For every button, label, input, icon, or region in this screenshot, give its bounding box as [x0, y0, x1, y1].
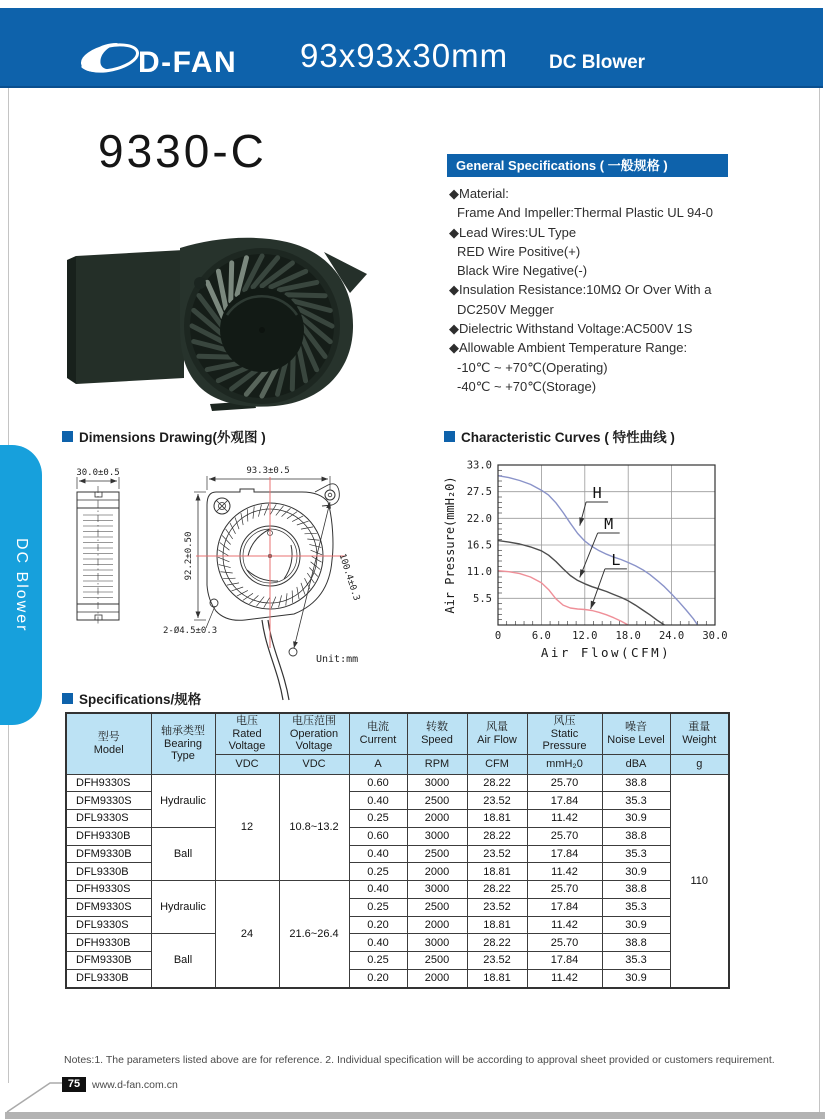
spec-cell: 2500 — [407, 952, 467, 970]
svg-text:18.0: 18.0 — [615, 630, 641, 642]
hub-center — [259, 327, 265, 333]
spec-list-item: ◆Allowable Ambient Temperature Range: — [449, 340, 688, 356]
spec-cell: DFL9330B — [66, 863, 151, 881]
unit-label: Unit:mm — [316, 654, 359, 665]
column-header: 噪音 Noise Level — [602, 713, 670, 754]
spec-cell: 25.70 — [527, 934, 602, 952]
column-header: 电压 Rated Voltage — [215, 713, 279, 754]
specifications-table-header — [66, 713, 729, 774]
spec-list-item: DC250V Megger — [457, 301, 554, 317]
unit-header: mmH₂0 — [527, 754, 602, 774]
unit-header: dBA — [602, 754, 670, 774]
spec-cell: 3000 — [407, 881, 467, 899]
characteristic-curves-chart — [440, 448, 825, 683]
general-specs-list — [449, 184, 821, 396]
spec-cell: 18.81 — [467, 863, 527, 881]
svg-text:16.5: 16.5 — [466, 539, 492, 552]
spec-cell: DFH9330B — [66, 934, 151, 952]
blower-backplate — [76, 250, 184, 384]
side-tab-dc-blower — [0, 445, 42, 725]
spec-cell: 0.40 — [349, 881, 407, 899]
product-photo — [62, 180, 414, 418]
unit-header: A — [349, 754, 407, 774]
spec-cell: 17.84 — [527, 792, 602, 810]
spec-list-item: RED Wire Positive(+) — [457, 243, 581, 259]
spec-cell: 18.81 — [467, 810, 527, 828]
spec-row — [66, 774, 729, 792]
column-header: 型号 Model — [66, 713, 151, 774]
model-title: 9330-C — [98, 125, 267, 177]
spec-cell: 38.8 — [602, 774, 670, 792]
screw-dot — [194, 277, 206, 289]
spec-cell: 10.8~13.2 — [279, 774, 349, 881]
spec-cell: 35.3 — [602, 792, 670, 810]
header-bar — [0, 8, 823, 88]
curve-label-H: H — [592, 483, 602, 502]
spec-cell: 35.3 — [602, 952, 670, 970]
spec-list-item: -40℃ ~ +70℃(Storage) — [457, 378, 597, 394]
spec-cell: 30.9 — [602, 810, 670, 828]
spec-cell: 23.52 — [467, 792, 527, 810]
section-bullet-icon — [62, 431, 73, 442]
spec-cell: Hydraulic — [151, 774, 215, 827]
spec-list-item: ◆Material: — [449, 186, 509, 201]
spec-cell: 11.42 — [527, 863, 602, 881]
spec-cell: DFH9330S — [66, 881, 151, 899]
spec-cell: Ball — [151, 827, 215, 880]
product-size: 93x93x30mm — [300, 37, 509, 74]
spec-cell: 2500 — [407, 898, 467, 916]
dfan-logo-icon — [76, 34, 146, 82]
spec-cell: 17.84 — [527, 952, 602, 970]
column-header: 轴承类型 Bearing Type — [151, 713, 215, 774]
spec-list-item: -10℃ ~ +70℃(Operating) — [457, 359, 608, 375]
spec-cell: Hydraulic — [151, 881, 215, 934]
spec-cell: DFH9330S — [66, 774, 151, 792]
spec-cell: 25.70 — [527, 881, 602, 899]
spec-cell: 12 — [215, 774, 279, 881]
height-dimension-label: 92.2±0.50 — [184, 531, 194, 581]
spec-cell: 38.8 — [602, 827, 670, 845]
side-view — [77, 477, 119, 626]
column-header: 电压范围 Operation Voltage — [279, 713, 349, 754]
spec-cell: 2000 — [407, 810, 467, 828]
svg-text:5.5: 5.5 — [473, 592, 492, 605]
curve-M — [498, 541, 664, 625]
product-type: DC Blower — [549, 52, 646, 73]
table-title-text: Specifications/规格 — [79, 692, 202, 707]
page-bottom-strip — [5, 1112, 825, 1119]
svg-text:0: 0 — [494, 630, 502, 642]
spec-cell: 110 — [670, 774, 729, 988]
width-dimension-label: 93.3±0.5 — [246, 466, 290, 476]
spec-cell: 0.20 — [349, 916, 407, 934]
spec-cell: 30.9 — [602, 969, 670, 987]
column-header: 风压 Static Pressure — [527, 713, 602, 754]
brand-name: D-FAN — [138, 46, 238, 79]
unit-header: VDC — [279, 754, 349, 774]
spec-cell: 17.84 — [527, 898, 602, 916]
unit-header: CFM — [467, 754, 527, 774]
spec-cell: 18.81 — [467, 916, 527, 934]
spec-cell: 28.22 — [467, 934, 527, 952]
spec-cell: 28.22 — [467, 827, 527, 845]
front-view — [194, 476, 339, 700]
spec-cell: 17.84 — [527, 845, 602, 863]
side-view-louvers — [83, 515, 113, 598]
column-header: 风量 Air Flow — [467, 713, 527, 754]
spec-cell: 23.52 — [467, 952, 527, 970]
blower-backplate-edge — [67, 256, 76, 384]
diagonal-dimension-label: 100.4±0.3 — [336, 552, 362, 603]
chart-x-axis-label: Air Flow(CFM) — [540, 645, 672, 660]
chart-y-axis-label: Air Pressure(mmH₂0) — [443, 476, 457, 614]
spec-cell: 28.22 — [467, 881, 527, 899]
dimensions-section-title — [62, 426, 266, 446]
spec-cell: 2000 — [407, 916, 467, 934]
spec-cell: 21.6~26.4 — [279, 881, 349, 988]
spec-cell: 2000 — [407, 863, 467, 881]
column-header: 转数 Speed — [407, 713, 467, 754]
holes-dimension-label: 2-Ø4.5±0.3 — [163, 626, 218, 636]
curve-label-L: L — [611, 550, 621, 569]
svg-text:22.0: 22.0 — [466, 512, 492, 525]
svg-text:24.0: 24.0 — [658, 630, 685, 642]
spec-cell: DFL9330S — [66, 810, 151, 828]
spec-cell: 24 — [215, 881, 279, 988]
spec-cell: 11.42 — [527, 916, 602, 934]
specifications-table — [65, 712, 730, 989]
spec-list-item: ◆Insulation Resistance:10MΩ Or Over With a — [449, 282, 712, 298]
spec-cell: 38.8 — [602, 934, 670, 952]
spec-list-item: ◆Dielectric Withstand Voltage:AC500V 1S — [449, 321, 693, 337]
unit-header: g — [670, 754, 729, 774]
chart-grid — [498, 465, 715, 625]
side-tab-label: DC Blower — [13, 537, 30, 633]
spec-cell: 0.40 — [349, 845, 407, 863]
spec-cell: 28.22 — [467, 774, 527, 792]
spec-cell: 23.52 — [467, 898, 527, 916]
dimensions-title-text: Dimensions Drawing(外观图 ) — [79, 430, 266, 445]
spec-cell: DFL9330S — [66, 916, 151, 934]
spec-cell: 0.25 — [349, 810, 407, 828]
curves-title-text: Characteristic Curves ( 特性曲线 ) — [461, 430, 675, 445]
spec-cell: 3000 — [407, 827, 467, 845]
spec-cell: 0.40 — [349, 792, 407, 810]
spec-cell: 0.25 — [349, 952, 407, 970]
spec-row — [66, 934, 729, 952]
curve-L — [498, 571, 628, 625]
spec-cell: 30.9 — [602, 916, 670, 934]
spec-cell: 18.81 — [467, 969, 527, 987]
spec-cell: 2500 — [407, 792, 467, 810]
website-url: www.d-fan.com.cn — [92, 1079, 178, 1091]
svg-text:27.5: 27.5 — [466, 486, 492, 499]
spec-cell: DFM9330B — [66, 952, 151, 970]
general-specs-title-bar: General Specifications ( 一般规格 ) — [447, 154, 728, 177]
spec-cell: 0.60 — [349, 774, 407, 792]
curves-section-title — [444, 426, 675, 446]
curve-label-M: M — [604, 515, 614, 533]
depth-dimension-label: 30.0±0.5 — [76, 468, 120, 478]
svg-text:12.0: 12.0 — [572, 630, 598, 642]
column-header: 电流 Current — [349, 713, 407, 754]
spec-cell: 0.60 — [349, 827, 407, 845]
spec-cell: 2000 — [407, 969, 467, 987]
spec-list-item: Black Wire Negative(-) — [457, 263, 588, 279]
spec-cell: 11.42 — [527, 969, 602, 987]
column-header: 重量 Weight — [670, 713, 729, 754]
spec-cell: 30.9 — [602, 863, 670, 881]
spec-cell: 0.25 — [349, 863, 407, 881]
spec-list-item: Frame And Impeller:Thermal Plastic UL 94-0 — [457, 205, 714, 221]
spec-cell: 3000 — [407, 934, 467, 952]
spec-list-item: ◆Lead Wires:UL Type — [449, 224, 577, 240]
spec-cell: DFM9330S — [66, 792, 151, 810]
unit-header: VDC — [215, 754, 279, 774]
spec-cell: DFL9330B — [66, 969, 151, 987]
svg-text:33.0: 33.0 — [466, 459, 492, 472]
spec-row — [66, 881, 729, 899]
section-bullet-icon — [444, 431, 455, 442]
spec-cell: 2500 — [407, 845, 467, 863]
svg-text:30.0: 30.0 — [702, 630, 728, 642]
spec-cell: 35.3 — [602, 898, 670, 916]
dimensions-drawing — [58, 448, 438, 710]
spec-cell: DFH9330B — [66, 827, 151, 845]
footer-notes: Notes:1. The parameters listed above are for reference. 2. Individual specification will be according to approval sheet provided or customers requirement. — [64, 1054, 775, 1066]
spec-cell: DFM9330S — [66, 898, 151, 916]
spec-cell: 0.40 — [349, 934, 407, 952]
spec-cell: 0.20 — [349, 969, 407, 987]
spec-cell: 38.8 — [602, 881, 670, 899]
svg-text:11.0: 11.0 — [466, 566, 492, 579]
spec-row — [66, 827, 729, 845]
page-number-badge: 75 — [62, 1077, 86, 1092]
spec-cell: Ball — [151, 934, 215, 988]
spec-cell: 25.70 — [527, 827, 602, 845]
spec-cell: 23.52 — [467, 845, 527, 863]
svg-text:6.0: 6.0 — [531, 630, 551, 642]
specifications-table-body — [66, 774, 729, 988]
spec-cell: 35.3 — [602, 845, 670, 863]
spec-cell: 0.25 — [349, 898, 407, 916]
spec-cell: DFM9330B — [66, 845, 151, 863]
spec-cell: 3000 — [407, 774, 467, 792]
unit-header: RPM — [407, 754, 467, 774]
spec-cell: 25.70 — [527, 774, 602, 792]
spec-cell: 11.42 — [527, 810, 602, 828]
